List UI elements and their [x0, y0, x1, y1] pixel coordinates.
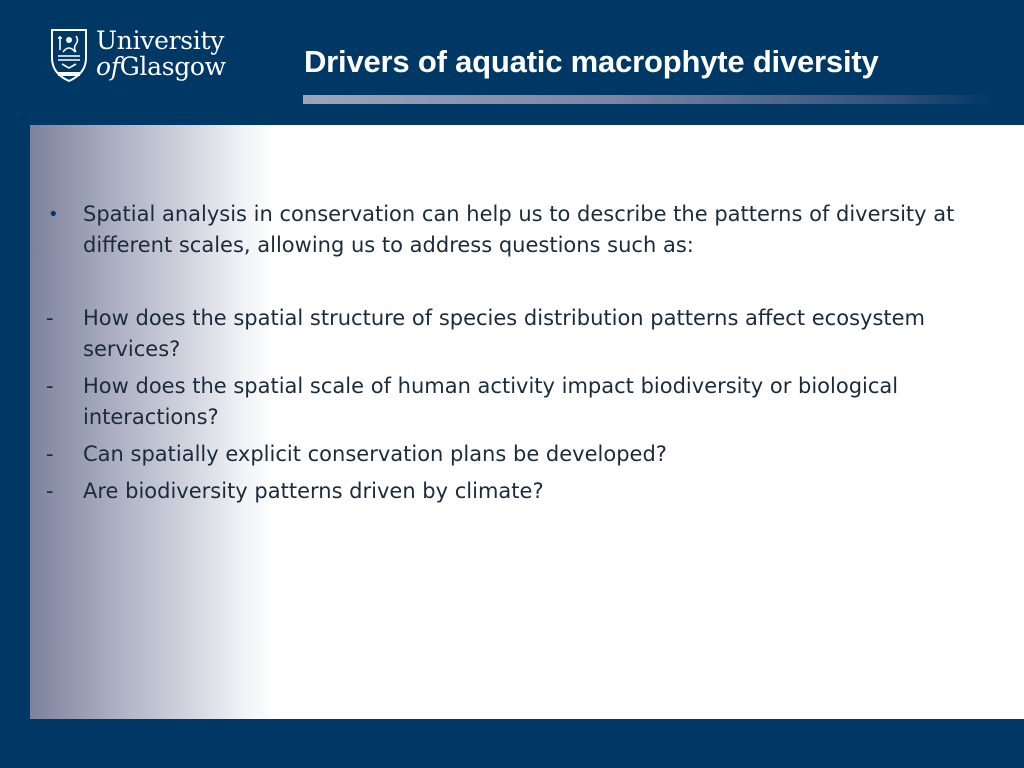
logo-of: of [96, 52, 120, 81]
dash-marker: - [46, 479, 54, 503]
slide-body [44, 199, 974, 513]
bullet-item [44, 199, 974, 261]
question-item [44, 303, 974, 365]
question-text: How does the spatial structure of species distribution patterns affect ecosystem services? [83, 306, 925, 361]
dash-marker: - [46, 442, 54, 466]
question-text: Are biodiversity patterns driven by climate? [83, 479, 544, 503]
bullet-text: Spatial analysis in conservation can help us to describe the patterns of diversity at different scales, allowing us to address questions such as: [83, 202, 955, 257]
question-text: How does the spatial scale of human activity impact biodiversity or biological interactions? [83, 374, 899, 429]
university-crest-icon [50, 28, 88, 82]
dash-marker: - [46, 306, 54, 330]
logo-line-university: University [96, 26, 225, 55]
dash-marker: - [46, 374, 54, 398]
spacer [44, 261, 974, 303]
question-item [44, 371, 974, 433]
logo-wordmark [96, 28, 226, 79]
content-panel [30, 125, 1024, 719]
slide-title: Drivers of aquatic macrophyte diversity [304, 44, 879, 79]
logo-line-glasgow [96, 54, 226, 79]
question-item [44, 439, 974, 470]
university-logo [50, 28, 225, 84]
bullet-marker: • [48, 204, 59, 225]
title-underline [303, 95, 993, 104]
question-item [44, 476, 974, 507]
logo-glasgow: Glasgow [119, 52, 226, 81]
question-text: Can spatially explicit conservation plans be developed? [83, 442, 667, 466]
